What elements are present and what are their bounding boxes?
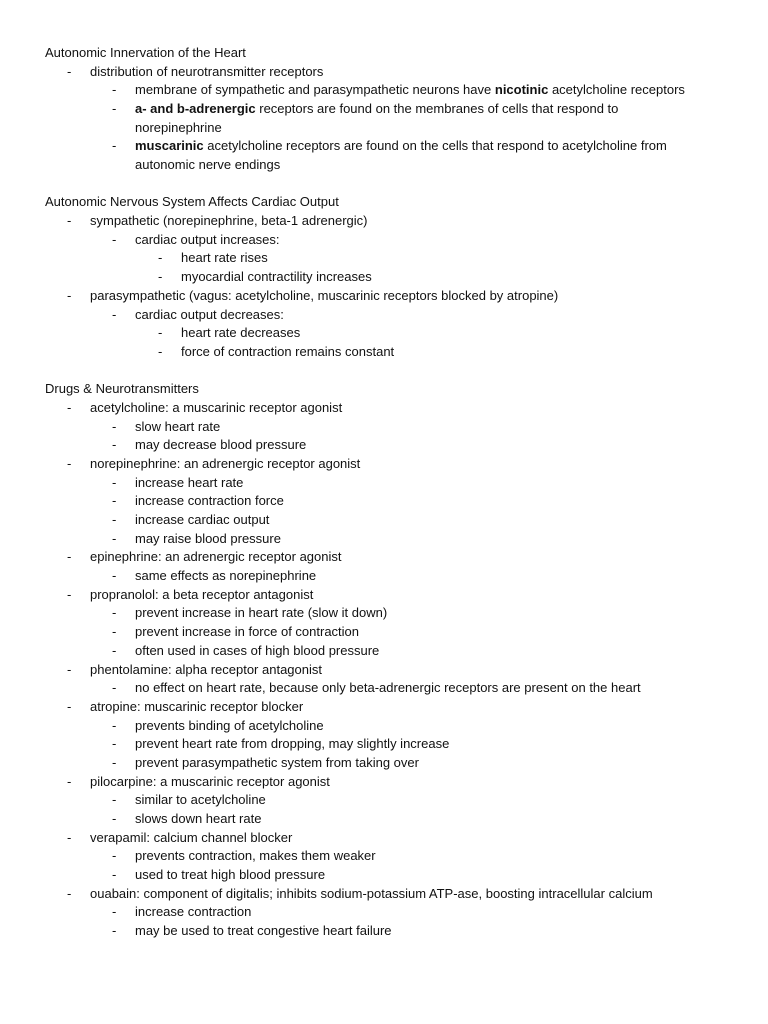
list-item [0, 100, 768, 119]
bullet-dash: - [158, 250, 163, 266]
drug-effect [0, 717, 768, 736]
drug-effect-text: may decrease blood pressure [135, 437, 307, 453]
list-item [0, 306, 768, 325]
drug-effect [0, 679, 768, 698]
drug-item [0, 548, 768, 567]
drug-item [0, 399, 768, 418]
drug-name: norepinephrine: an adrenergic receptor agonist [90, 455, 361, 471]
bullet-dash: - [67, 885, 72, 901]
bullet-dash: - [112, 568, 117, 584]
drug-effect-text: increase cardiac output [135, 512, 270, 527]
list-item-text: cardiac output decreases: [135, 306, 284, 322]
list-item [0, 324, 768, 343]
section-heading-cardiac-output [0, 193, 768, 212]
bullet-dash: - [112, 811, 117, 826]
drug-effect-text: prevent parasympathetic system from taking over [135, 754, 419, 770]
bullet-dash: - [158, 343, 163, 359]
list-item-text: sympathetic (norepinephrine, beta-1 adrenergic) [90, 213, 368, 229]
text-segment: acetylcholine receptors are found on the cells that respond to acetylcholine from [203, 138, 667, 154]
list-item-text: norepinephrine [135, 119, 222, 135]
bold-term: nicotinic [494, 82, 549, 98]
bullet-dash: - [67, 287, 72, 303]
bullet-dash: - [67, 829, 72, 845]
drug-effect [0, 903, 768, 922]
bullet-dash: - [112, 904, 117, 920]
drug-name: propranolol: a beta receptor antagonist [90, 586, 314, 602]
drug-effect-text: slow heart rate [135, 418, 221, 434]
section-heading-drugs [0, 380, 768, 399]
list-item [0, 343, 768, 362]
list-item-text: parasympathetic (vagus: acetylcholine, muscarinic receptors blocked by atropine) [90, 287, 559, 303]
drug-effect [0, 492, 768, 511]
drug-effect [0, 754, 768, 773]
drug-effect [0, 567, 768, 586]
drug-effect-text: slows down heart rate [135, 811, 262, 826]
drug-effect-text: often used in cases of high blood pressure [135, 642, 380, 658]
bullet-dash: - [67, 586, 72, 602]
bullet-dash: - [112, 493, 117, 509]
list-item-text [135, 81, 685, 100]
drug-effect [0, 511, 768, 530]
bullet-dash: - [112, 736, 117, 752]
bullet-dash: - [67, 549, 72, 565]
drug-item [0, 661, 768, 680]
bullet-dash: - [158, 325, 163, 341]
drug-effect [0, 623, 768, 642]
bullet-dash: - [112, 138, 117, 154]
drug-effect [0, 791, 768, 810]
spacer [0, 362, 768, 381]
bullet-dash: - [67, 773, 72, 789]
bullet-dash: - [112, 474, 117, 490]
bullet-dash: - [112, 867, 117, 883]
bullet-dash: - [112, 680, 117, 696]
drug-effect [0, 866, 768, 885]
spacer [0, 175, 768, 194]
drug-item [0, 829, 768, 848]
drug-item [0, 773, 768, 792]
drug-effect-text: prevent heart rate from dropping, may slightly increase [135, 736, 450, 752]
list-item [0, 81, 768, 100]
bullet-dash: - [112, 437, 117, 453]
drug-effect-text: prevents binding of acetylcholine [135, 717, 324, 733]
list-item-text: distribution of neurotransmitter receptors [90, 63, 324, 79]
bullet-dash: - [112, 624, 117, 640]
drug-item [0, 885, 768, 904]
list-item-text: heart rate decreases [181, 325, 301, 341]
drug-effect [0, 418, 768, 437]
drug-effect [0, 436, 768, 455]
text-segment: receptors are found on the membranes of cells that respond to [255, 101, 619, 117]
bullet-dash: - [67, 213, 72, 229]
drug-effect [0, 604, 768, 623]
drug-effect-text: prevent increase in force of contraction [135, 624, 360, 640]
drug-effect [0, 642, 768, 661]
bullet-dash: - [112, 717, 117, 733]
drug-effect-text: same effects as norepinephrine [135, 568, 317, 584]
bullet-dash: - [112, 82, 117, 98]
text-segment: membrane of sympathetic and parasympathetic neurons have [135, 82, 495, 98]
drug-effect-text: similar to acetylcholine [135, 792, 266, 808]
list-item-text [135, 100, 618, 119]
bullet-dash: - [112, 642, 117, 658]
drug-item [0, 455, 768, 474]
drug-effect-text: increase contraction [135, 904, 252, 920]
drug-effect [0, 922, 768, 941]
bullet-dash: - [112, 418, 117, 434]
bold-term: muscarinic [135, 138, 204, 154]
drug-effect [0, 847, 768, 866]
drug-name: phentolamine: alpha receptor antagonist [90, 661, 322, 677]
list-item [0, 63, 768, 82]
drug-effect-text: may raise blood pressure [135, 530, 281, 546]
drug-name: acetylcholine: a muscarinic receptor agonist [90, 399, 343, 415]
list-item-text: myocardial contractility increases [181, 269, 372, 285]
list-item [0, 137, 768, 156]
bullet-dash: - [112, 754, 117, 770]
drug-name: ouabain: component of digitalis; inhibits sodium-potassium ATP-ase, boosting intracellular calcium [90, 885, 653, 901]
bullet-dash: - [112, 848, 117, 864]
bullet-dash: - [67, 399, 72, 415]
bullet-dash: - [112, 512, 117, 527]
list-item-text: autonomic nerve endings [135, 157, 281, 173]
list-item [0, 231, 768, 250]
drug-name: pilocarpine: a muscarinic receptor agonist [90, 773, 330, 789]
drug-name: epinephrine: an adrenergic receptor agonist [90, 549, 342, 565]
bullet-dash: - [112, 530, 117, 546]
text-segment: acetylcholine receptors [548, 82, 685, 98]
drug-name: verapamil: calcium channel blocker [90, 829, 293, 845]
drug-effect [0, 735, 768, 754]
list-item-text: force of contraction remains constant [181, 343, 395, 359]
bullet-dash: - [112, 101, 117, 117]
list-item-continuation [0, 156, 768, 175]
heading-text: Drugs & Neurotransmitters [45, 381, 199, 397]
heading-text: Autonomic Nervous System Affects Cardiac Output [45, 194, 339, 210]
bullet-dash: - [112, 231, 117, 247]
drug-effect-text: increase contraction force [135, 493, 284, 509]
drug-effect-text: prevents contraction, makes them weaker [135, 848, 376, 864]
drug-item [0, 586, 768, 605]
drug-item [0, 698, 768, 717]
bullet-dash: - [67, 63, 72, 79]
bullet-dash: - [158, 269, 163, 285]
list-item [0, 249, 768, 268]
list-item [0, 268, 768, 287]
drug-list [0, 399, 768, 941]
drug-effect-text: may be used to treat congestive heart failure [135, 923, 392, 939]
drug-effect-text: increase heart rate [135, 474, 244, 490]
heading-text: Autonomic Innervation of the Heart [45, 45, 246, 60]
bullet-dash: - [67, 698, 72, 714]
list-item [0, 287, 768, 306]
drug-name: atropine: muscarinic receptor blocker [90, 698, 304, 714]
drug-effect [0, 474, 768, 493]
bullet-dash: - [112, 792, 117, 808]
bullet-dash: - [67, 455, 72, 471]
bullet-dash: - [112, 923, 117, 939]
drug-effect-text: used to treat high blood pressure [135, 867, 326, 883]
bold-term: a- and b-adrenergic [135, 101, 256, 117]
document-page [0, 44, 768, 941]
drug-effect [0, 810, 768, 829]
list-item-continuation [0, 119, 768, 138]
bullet-dash: - [112, 605, 117, 621]
section-heading-innervation [0, 44, 768, 63]
drug-effect-text: prevent increase in heart rate (slow it down) [135, 605, 388, 621]
bullet-dash: - [67, 661, 72, 677]
list-item-text: cardiac output increases: [135, 231, 280, 247]
list-item-text [135, 137, 667, 156]
list-item-text: heart rate rises [181, 250, 268, 266]
bullet-dash: - [112, 306, 117, 322]
drug-effect [0, 530, 768, 549]
list-item [0, 212, 768, 231]
drug-effect-text: no effect on heart rate, because only beta-adrenergic receptors are present on the heart [135, 680, 641, 696]
